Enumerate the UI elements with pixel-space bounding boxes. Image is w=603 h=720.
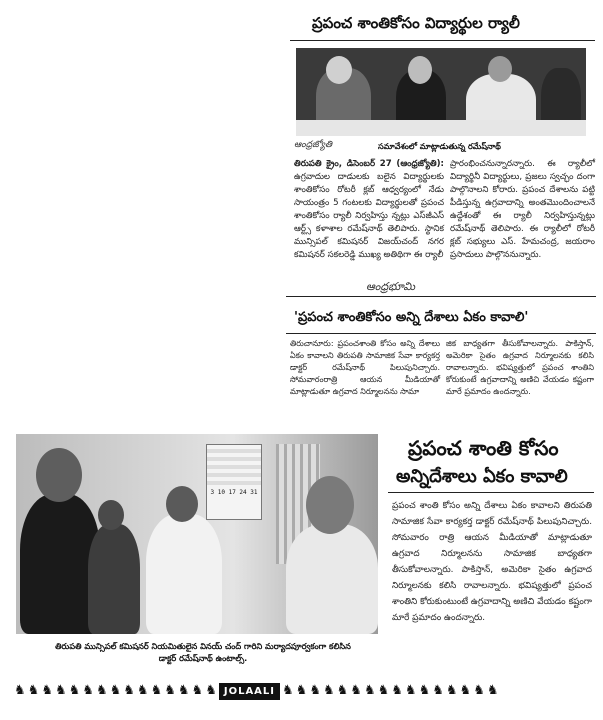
footer-strip: [14, 680, 594, 702]
clip1-photo-caption: సమావేశంలో మాట్లాడుతున్న రమేష్‌నాథ్: [378, 142, 501, 151]
wall-calendar: [206, 444, 262, 520]
clip3-body: [392, 498, 592, 626]
footer-logo: JOLAALI: [219, 683, 280, 700]
dancing-figure-icon: ♞: [14, 683, 26, 698]
clip2-headline: 'ప్రపంచ శాంతికోసం అన్ని దేశాలు ఏకం కావాలి': [294, 310, 529, 325]
dancing-figure-icon: ♞: [27, 683, 40, 698]
dancing-figure-icon: ♞: [391, 683, 403, 698]
dancing-figure-icon: ♞: [445, 683, 458, 698]
clip3-headline-line-2: అన్నిదేశాలు ఏకం కావాలి: [396, 466, 568, 487]
dancing-figure-icon: ♞: [205, 683, 217, 698]
dancing-figure-icon: ♞: [282, 683, 294, 698]
clip2-column-1: [290, 338, 440, 398]
clip1-column-2: [450, 158, 595, 262]
dancing-figure-icon: ♞: [473, 683, 485, 698]
dancing-figure-icon: ♞: [109, 683, 122, 698]
clip3-photo: [16, 434, 378, 634]
dancing-figure-icon: ♞: [123, 683, 135, 698]
dancing-figure-icon: ♞: [459, 683, 472, 698]
clip-3: [8, 428, 598, 673]
dancing-figure-icon: ♞: [418, 683, 431, 698]
dancing-figure-icon: ♞: [191, 683, 204, 698]
clip2-handwritten-tag: ఆంధ్రభూమి: [366, 280, 416, 293]
dancing-figure-icon: ♞: [432, 683, 444, 698]
dancing-figure-icon: ♞: [377, 683, 390, 698]
dancing-figure-icon: ♞: [54, 683, 67, 698]
clip3-headline-line-1: ప్రపంచ శాంతి కోసం: [408, 436, 559, 460]
clip2-column-2: [446, 338, 594, 398]
dancing-figure-icon: ♞: [68, 683, 81, 698]
clip1-col2-text: ప్రారంభించనున్నారన్నారు. ఈ ర్యాలీలో విద్యార్థినీ విద్యార్థులు, ప్రజలు స్వచ్ఛం దంగా పాల్గొనాలని కోరారు. ప్రపంచ దేశాలను పట్టి పీడిస్తున్న ఉగ్రవాదాన్ని అంతమొందించాలనే ఉద్దేశంతో ఈ ర్యాలీ నిర్వహిస్తున్నట్లు రమేష్‌నాథ్ తెలిపారు. ఈ ర్యాలీలో రోటరీ క్లబ్ సభ్యులు ఎస్. హేమచంద్ర, జయరాం ప్రసాదులు పాల్గొననున్నారు.: [450, 159, 595, 260]
dancing-figure-icon: ♞: [164, 683, 176, 698]
clip-2: [286, 278, 600, 398]
dancing-figure-icon: ♞: [150, 683, 163, 698]
dancing-figure-icon: ♞: [41, 683, 53, 698]
footer-icons-right: [282, 682, 499, 700]
clip2-rule-bottom: [286, 333, 596, 334]
dancing-figure-icon: ♞: [177, 683, 190, 698]
clip3-photo-caption: తిరుపతి మున్సిపల్ కమిషనర్ నియమితులైన వినయ్ చంద్ గారిని మర్యాదపూర్వకంగా కలిసిన డాక్టర్ రమేష్‌నాథ్ ఉంటాల్స్.: [55, 641, 351, 663]
footer-icons-left: [14, 682, 217, 700]
dancing-figure-icon: ♞: [136, 683, 149, 698]
clip-1: [290, 4, 600, 274]
clip3-body-text: ప్రపంచ శాంతి కోసం అన్ని దేశాలు ఏకం కావాలని తిరుపతి సామాజిక సేవా కార్యకర్త డాక్టర్ రమేష్‌నాథ్ పిలుపునిచ్చారు. సోమవారం రాత్రి ఆయన మీడియాతో మాట్లాడుతూ ఉగ్రవాద నిర్మూలనను సామాజిక బాధ్యతగా తీసుకోవాలన్నారు. పాకిస్తాన్, అమెరికా సైతం ఉగ్రవాద నిర్మూలనకు కలిసి రావాలన్నారు. భవిష్యత్తులో ప్రపంచ శాంతిని కోరుకుంటుంటే ఉగ్రవాదాన్ని అణిచి వేయడం కష్టంగా మారే ప్రమాదం ఉందన్నారు.: [392, 501, 592, 623]
clip1-col1-text: ఉగ్రవాదుల దాడులకు బలైన విద్యార్థులకు శాంతికోసం రోటరీ క్లబ్ ఆధ్వర్యంలో నేడు సాయంత్రం 5 గంటలకు విద్యార్థులతో ప్రపంచ శాంతికోసం ర్యాలీ నిర్వహిస్తు న్నట్లు ఎస్‌జీఎస్ ఆర్ట్స్ కళాశాల రమేష్‌నాథ్ తెలిపారు. స్థానిక మున్సిపల్ కమిషనర్ విజయ్‌చంద్ నగర కమిషనర్ సకలరెడ్డి ముఖ్య అతిథిగా ఈ ర్యాలీ: [294, 172, 444, 260]
dancing-figure-icon: ♞: [82, 683, 94, 698]
calendar-numbers: 3 10 17 24 31: [210, 489, 258, 496]
clip3-rule: [388, 492, 594, 493]
dancing-figure-icon: ♞: [309, 683, 321, 698]
clip1-handwritten-tag: ఆంధ్రజ్యోతి: [294, 140, 333, 150]
clip2-col2-text: జిక బాధ్యతగా తీసుకోవాలన్నారు. పాకిస్తాన్, అమెరికా సైతం ఉగ్రవాద నిర్మూలనకు కలిసి రావాలన్నారు. భవిష్యత్తులో ప్రపంచ శాంతిని కోరుకుంటే ఉగ్రవాదాన్ని అణిచి వేయడం కష్టంగా మారే ప్రమాదం ఉందన్నారు.: [446, 339, 594, 396]
clip1-column-1: [294, 158, 444, 262]
dancing-figure-icon: ♞: [350, 683, 362, 698]
dancing-figure-icon: ♞: [486, 683, 499, 698]
dancing-figure-icon: ♞: [322, 683, 335, 698]
dancing-figure-icon: ♞: [363, 683, 376, 698]
dancing-figure-icon: ♞: [404, 683, 417, 698]
clip1-headline: ప్రపంచ శాంతికోసం విద్యార్థుల ర్యాలీ: [312, 14, 520, 32]
clip1-rule: [290, 40, 595, 41]
clip1-photo: [296, 48, 586, 136]
dancing-figure-icon: ♞: [295, 683, 308, 698]
dancing-figure-icon: ♞: [336, 683, 349, 698]
dancing-figure-icon: ♞: [95, 683, 108, 698]
clip2-col1-text: తిరుచానూరు: ప్రపంచశాంతి కోసం అన్ని దేశాలు ఏకం కావాలని తిరుపతి సామాజిక సేవా కార్యకర్త డాక్టర్ రమేష్‌నాథ్ పిలుపునిచ్చారు. సోమవారంరాత్రి ఆయన మీడియాతో మాట్లాడుతూ ఉగ్రవాద నిర్మూలనను సామా: [290, 339, 440, 396]
clip2-rule-top: [286, 296, 596, 297]
clip1-dateline: తిరుపతి క్రైం, డిసెంబర్ 27 (ఆంధ్రజ్యోతి):: [294, 159, 444, 169]
